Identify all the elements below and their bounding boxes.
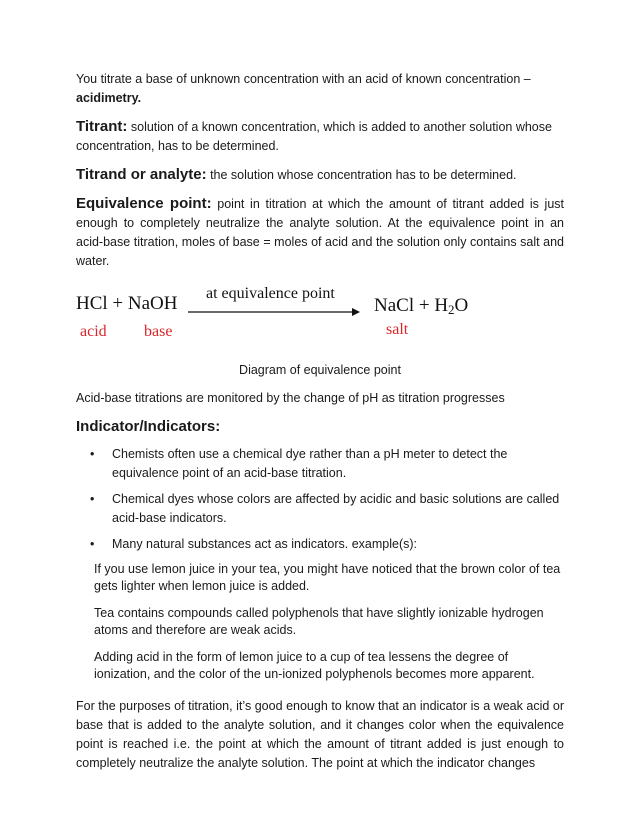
- intro-paragraph: [76, 70, 564, 108]
- example-paragraph-polyphenols: Tea contains compounds called polyphenols that have slightly ionizable hydrogen atoms and therefore are weak acids.: [94, 606, 544, 637]
- bullet-text: Many natural substances act as indicators. example(s):: [112, 537, 417, 551]
- equation-products-subscript: 2: [448, 302, 455, 317]
- equivalence-equation-diagram: [76, 285, 564, 349]
- monitor-sentence: Acid-base titrations are monitored by the change of pH as titration progresses: [76, 391, 505, 405]
- equivalence-point-term: Equivalence point:: [76, 195, 212, 212]
- bullet-icon: •: [90, 492, 95, 506]
- equation-condition: at equivalence point: [206, 285, 335, 302]
- intro-text: You titrate a base of unknown concentration with an acid of known concentration –: [76, 72, 531, 86]
- bullet-icon: •: [90, 537, 95, 551]
- titrant-text: solution of a known concentration, which is added to another solution whose concentration, has to be determined.: [76, 120, 552, 153]
- indicator-bullet-list: [76, 445, 564, 554]
- diagram-caption: Diagram of equivalence point: [239, 363, 401, 377]
- example-paragraph-ionization: Adding acid in the form of lemon juice to a cup of tea lessens the degree of ionization, and the color of the un-ionized polyphenols becomes more apparent.: [94, 650, 535, 681]
- titrand-definition: [76, 165, 564, 185]
- titrand-term: Titrand or analyte:: [76, 166, 207, 183]
- equation-products-end: O: [454, 295, 469, 316]
- bullet-item: [76, 445, 564, 483]
- indicators-heading: Indicator/Indicators:: [76, 418, 221, 435]
- label-acid: acid: [80, 323, 107, 340]
- final-paragraph: For the purposes of titration, it’s good enough to know that an indicator is a weak acid or base that is added to the analyte solution, and it changes color when the equivalence point is reached i.e. the point at which the amount of titrant added is just enough to completely neutralize the analyte solution. The point at which the indicator changes: [76, 699, 564, 770]
- example-paragraph-lemon: If you use lemon juice in your tea, you might have noticed that the brown color of tea gets lighter when lemon juice is added.: [94, 562, 561, 593]
- reaction-arrow-icon: [188, 307, 360, 317]
- titrand-text: the solution whose concentration has to be determined.: [206, 168, 517, 182]
- bullet-item: [76, 490, 564, 528]
- bullet-text: Chemical dyes whose colors are affected by acidic and basic solutions are called acid-base indicators.: [112, 492, 560, 525]
- equation-products: [374, 295, 468, 318]
- equivalence-point-text: point in titration at which the amount of titrant added is just enough to completely neutralize the analyte solution. At the equivalence point in an acid-base titration, moles of base = moles of acid and the solution only contains salt and water.: [76, 197, 564, 268]
- titrant-definition: [76, 117, 564, 156]
- intro-bold-term: acidimetry.: [76, 91, 142, 105]
- bullet-item: [76, 535, 564, 554]
- equivalence-point-definition: [76, 194, 564, 271]
- label-base: base: [144, 323, 173, 340]
- equation-products-main: NaCl + H: [374, 295, 449, 316]
- document-page: [76, 70, 564, 773]
- titrant-term: Titrant:: [76, 118, 128, 135]
- bullet-icon: •: [90, 447, 95, 461]
- bullet-text: Chemists often use a chemical dye rather than a pH meter to detect the equivalence point of an acid-base titration.: [112, 447, 508, 480]
- equation-reactants: HCl + NaOH: [76, 293, 178, 314]
- label-salt: salt: [386, 321, 409, 338]
